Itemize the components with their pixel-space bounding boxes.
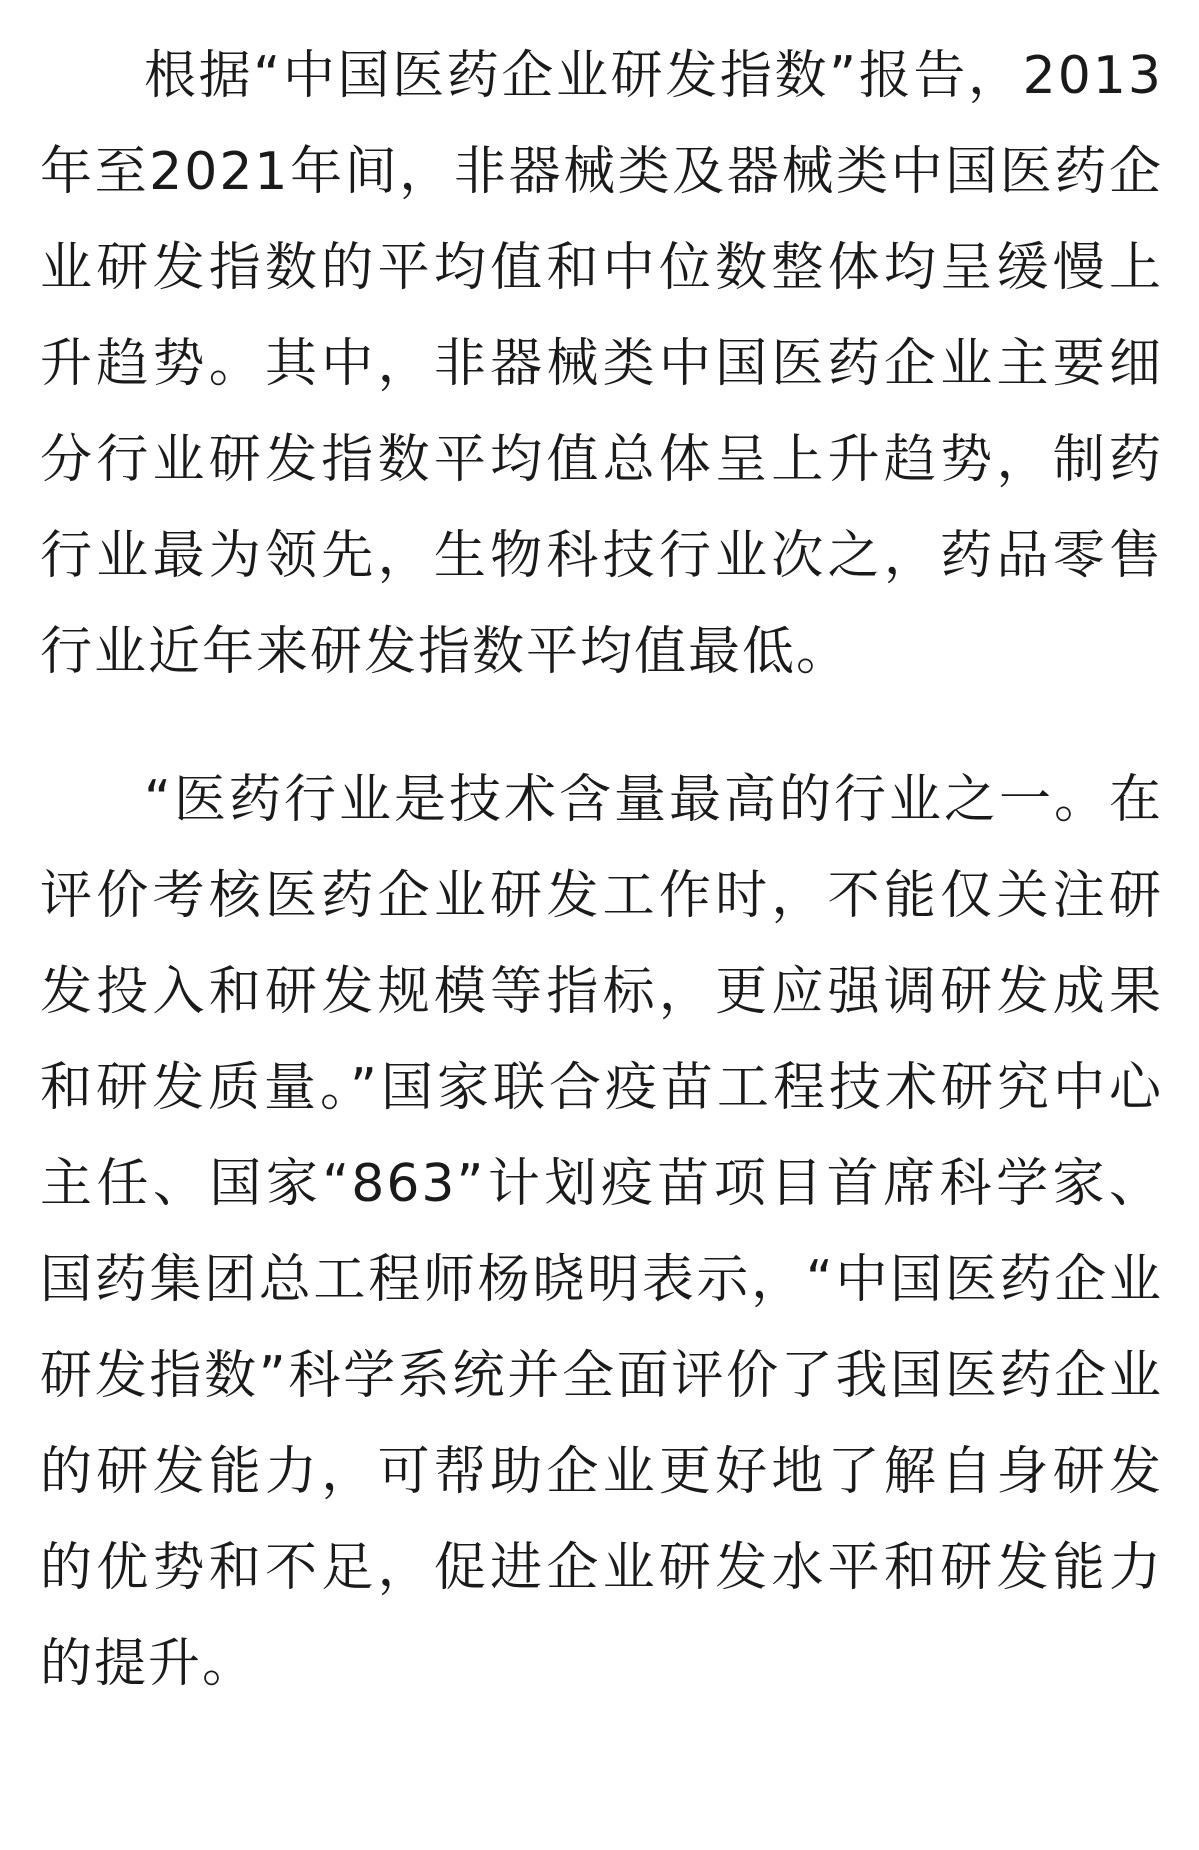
article-body [40, 28, 1163, 1712]
paragraph-rd-index-trend: 根据“中国医药企业研发指数”报告，2013年至2021年间，非器械类及器械类中国医药企业研发指数的平均值和中位数整体均呈缓慢上升趋势。其中，非器械类中国医药企业主要细分行业研发指数平均值总体呈上升趋势，制药行业最为领先，生物科技行业次之，药品零售行业近年来研发指数平均值最低。 [40, 46, 1163, 682]
paragraph-expert-quote: “医药行业是技术含量最高的行业之一。在评价考核医药企业研发工作时，不能仅关注研发投入和研发规模等指标，更应强调研发成果和研发质量。”国家联合疫苗工程技术研究中心主任、国家“863”计划疫苗项目首席科学家、国药集团总工程师杨晓明表示，“中国医药企业研发指数”科学系统并全面评价了我国医药企业的研发能力，可帮助企业更好地了解自身研发的优势和不足，促进企业研发水平和研发能力的提升。 [40, 770, 1163, 1694]
